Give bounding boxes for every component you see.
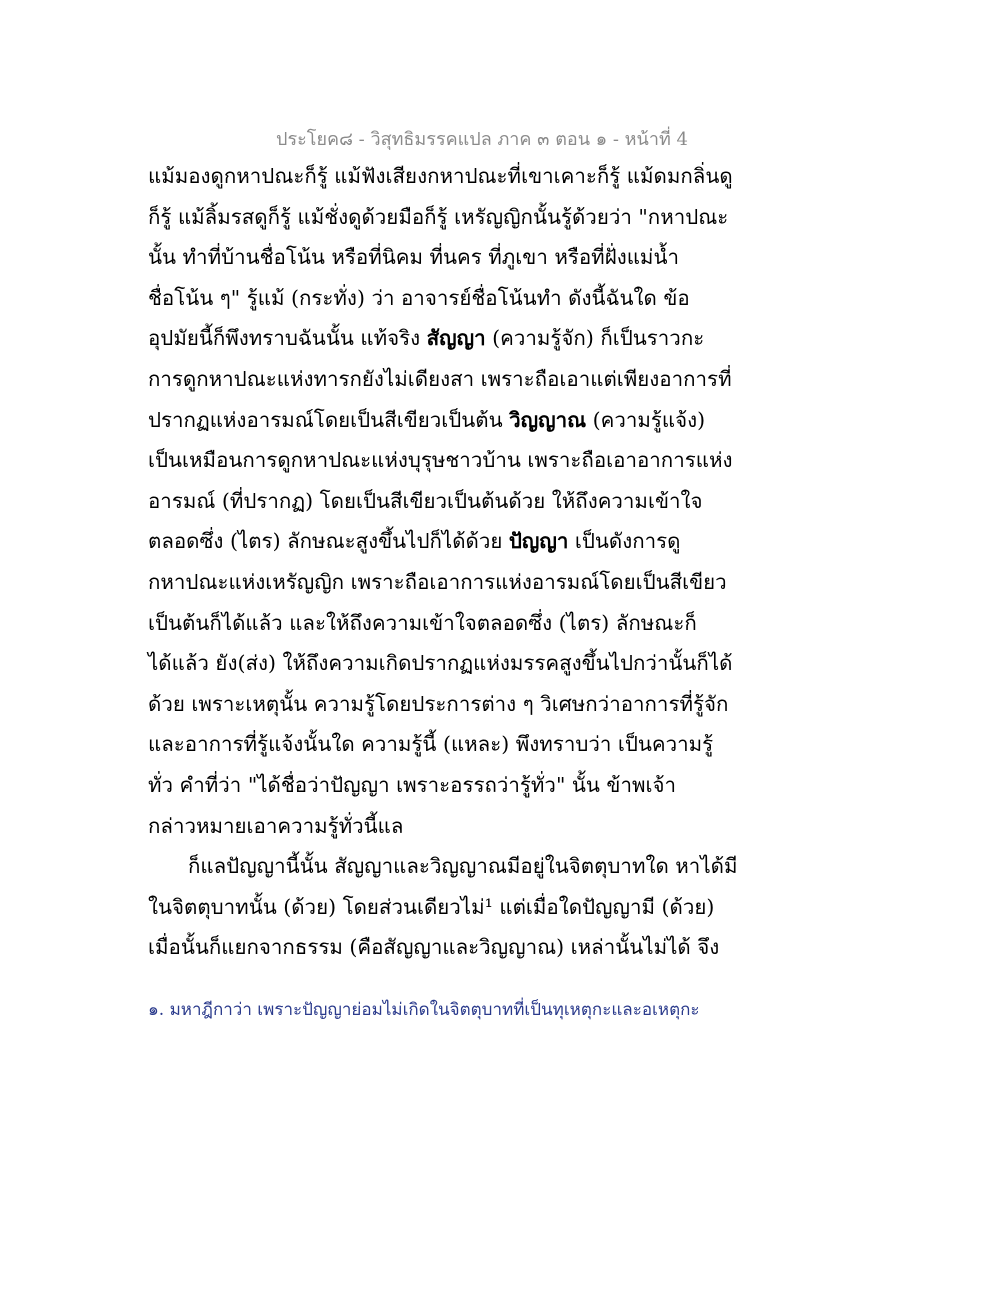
text-line — [148, 400, 748, 441]
text-line — [148, 521, 748, 562]
text-segment: (ความรู้แจ้ง) — [586, 407, 706, 432]
term-vinyana: วิญญาณ — [509, 407, 587, 432]
text-line: ก็รู้ แม้ลิ้มรสดูก็รู้ แม้ชั่งดูด้วยมือก็รู้ เหรัญญิกนั้นรู้ด้วยว่า "กหาปณะ — [148, 204, 729, 229]
text-line: แม้มองดูกหาปณะก็รู้ แม้ฟังเสียงกหาปณะที่เขาเคาะก็รู้ แม้ดมกลิ่นดู — [148, 164, 733, 188]
text-line: ในจิตตุบาทนั้น (ด้วย) โดยส่วนเดียวไม่¹ แต่เมื่อใดปัญญามี (ด้วย) — [148, 894, 715, 919]
body-text — [148, 156, 748, 968]
text-line: เป็นต้นก็ได้แล้ว และให้ถึงความเข้าใจตลอดซึ่ง (ไตร) ลักษณะก็ — [148, 610, 697, 635]
text-line: เป็นเหมือนการดูกหาปณะแห่งบุรุษชาวบ้าน เพราะถือเอาอาการแห่ง — [148, 448, 733, 473]
text-line: การดูกหาปณะแห่งทารกยังไม่เดียงสา เพราะถือเอาแต่เพียงอาการที่ — [148, 366, 732, 391]
text-segment: อุปมัยนี้ก็พึงทราบฉันนั้น แท้จริง — [148, 326, 427, 351]
text-line: ทั่ว คำที่ว่า "ได้ชื่อว่าปัญญา เพราะอรรถว่ารู้ทั่ว" นั้น ข้าพเจ้า — [148, 772, 677, 797]
footnote: ๑. มหาฎีกาว่า เพราะปัญญาย่อมไม่เกิดในจิตตุบาทที่เป็นทุเหตุกะและอเหตุกะ — [148, 1000, 700, 1020]
term-panya: ปัญญา — [508, 529, 569, 554]
text-line: เมื่อนั้นก็แยกจากธรรม (คือสัญญาและวิญญาณ) เหล่านั้นไม่ได้ จึง — [148, 935, 720, 960]
text-line: ชื่อโน้น ๆ" รู้แม้ (กระทั่ง) ว่า อาจารย์ชื่อโน้นทำ ดังนี้ฉันใด ข้อ — [148, 285, 690, 310]
text-line: และอาการที่รู้แจ้งนั้นใด ความรู้นี้ (แหละ) พึงทราบว่า เป็นความรู้ — [148, 732, 714, 757]
text-line: กหาปณะแห่งเหรัญญิก เพราะถือเอาการแห่งอารมณ์โดยเป็นสีเขียว — [148, 569, 727, 594]
text-segment: (ความรู้จัก) ก็เป็นราวกะ — [485, 326, 705, 351]
text-segment: ปรากฏแห่งอารมณ์โดยเป็นสีเขียวเป็นต้น — [148, 407, 510, 432]
text-line — [148, 318, 748, 359]
text-line: ด้วย เพราะเหตุนั้น ความรู้โดยประการต่าง ๆ วิเศษกว่าอาการที่รู้จัก — [148, 691, 729, 716]
paragraph-start-line: ก็แลปัญญานี้นั้น สัญญาและวิญญาณมีอยู่ในจิตตุบาทใด หาได้มี — [188, 854, 738, 879]
page-header: ประโยค๘ - วิสุทธิมรรคแปล ภาค ๓ ตอน ๑ - หน้าที่ 4 — [276, 129, 688, 150]
text-line: อารมณ์ (ที่ปรากฏ) โดยเป็นสีเขียวเป็นต้นด้วย ให้ถึงความเข้าใจ — [148, 488, 703, 513]
text-segment: ตลอดซึ่ง (ไตร) ลักษณะสูงขึ้นไปก็ได้ด้วย — [148, 529, 509, 554]
term-sanya: สัญญา — [426, 326, 486, 351]
text-line: ได้แล้ว ยัง(ส่ง) ให้ถึงความเกิดปรากฏแห่งมรรคสูงขึ้นไปกว่านั้นก็ได้ — [148, 651, 733, 676]
text-line: นั้น ทำที่บ้านชื่อโน้น หรือที่นิคม ที่นคร ที่ภูเขา หรือที่ฝั่งแม่น้ำ — [148, 245, 679, 270]
text-line: กล่าวหมายเอาความรู้ทั่วนี้แล — [148, 813, 404, 838]
text-segment: เป็นดังการดู — [568, 529, 681, 554]
